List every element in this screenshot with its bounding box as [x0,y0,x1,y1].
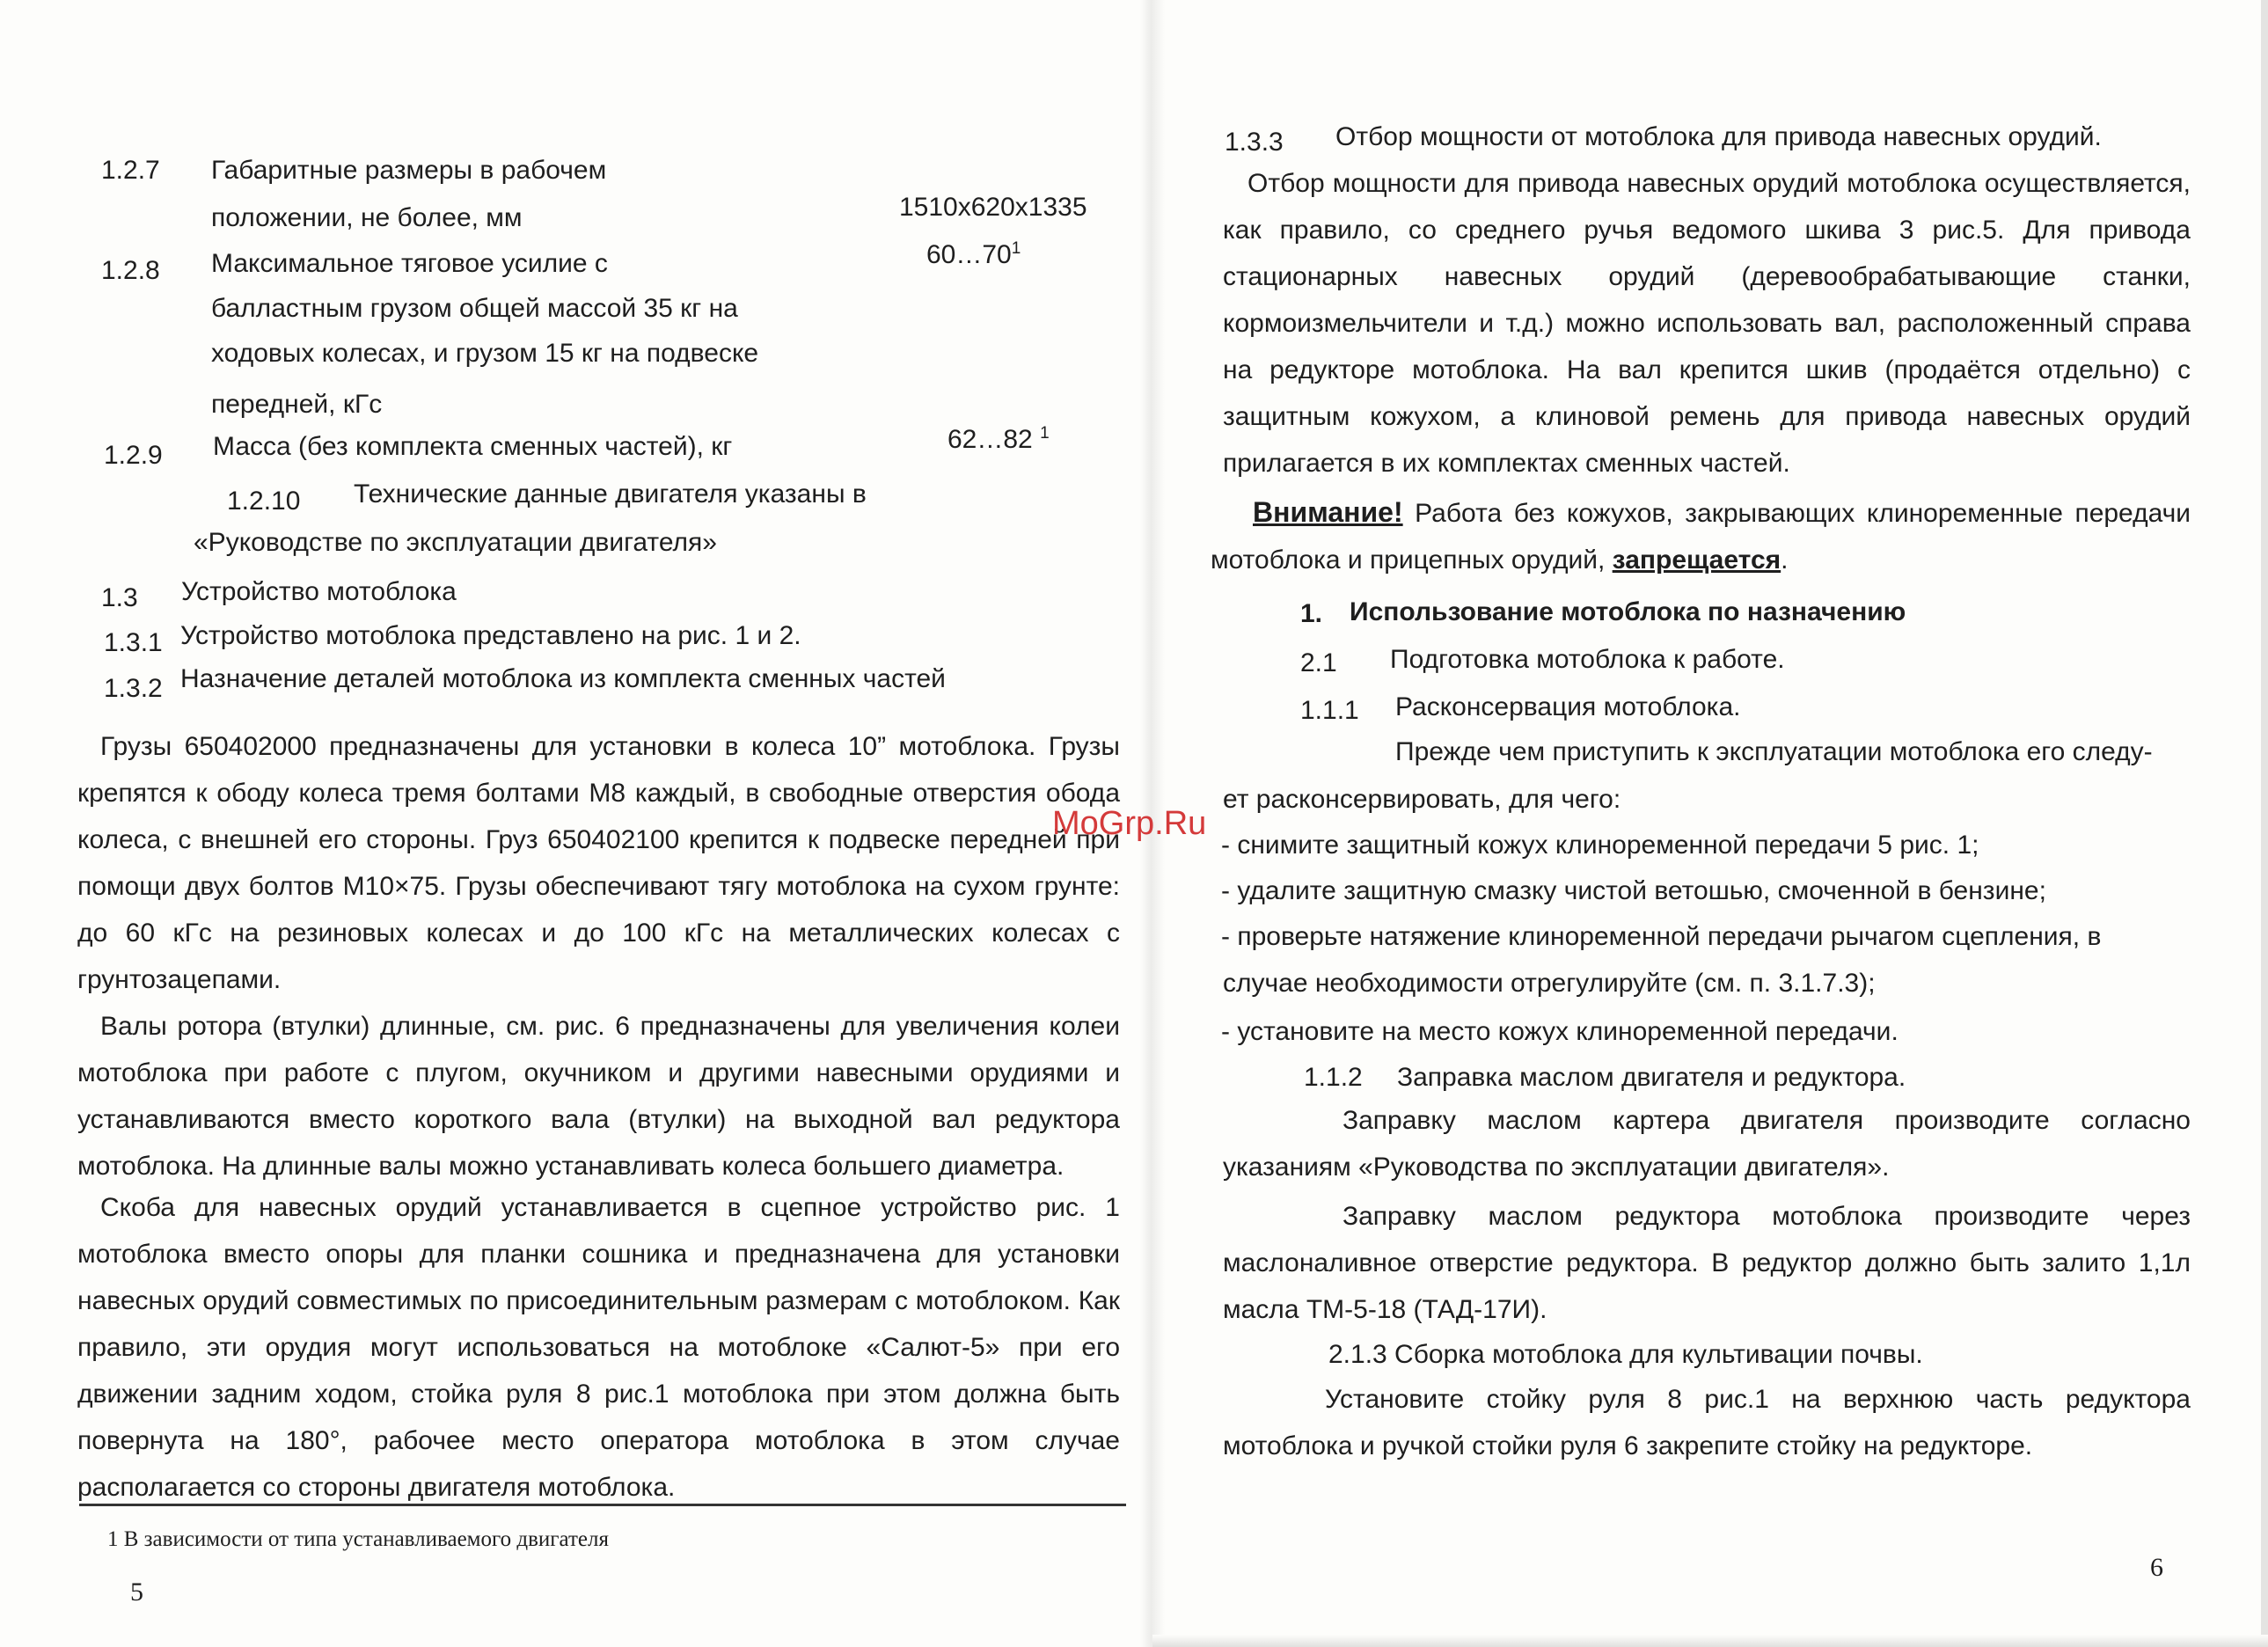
paragraph: Заправку маслом редуктора мотоблока производите через маслоналивное отверстие редуктора. В редуктор должно быть залито 1,1л масла ТМ-5-18 (ТАД-17И). [1223,1202,2191,1324]
item-number: 1.1.1 [1300,696,1359,725]
item-text: Расконсервация мотоблока. [1395,692,1741,721]
list-item: - снимите защитный кожух клиноременной передачи 5 рис. 1; [1221,831,1979,860]
warning-end: . [1781,545,1789,575]
spec-label: Масса (без комплекта сменных частей), кг [213,432,733,461]
item-text: «Руководстве по эксплуатации двигателя» [194,528,717,557]
section-number: 1.3 [101,583,138,612]
paragraph: Заправку маслом картера двигателя производите согласно указаниям «Руководства по эксплуатации двигателя». [1223,1106,2191,1182]
warning-block [1211,489,2191,583]
item-number: 1.3.2 [104,674,163,703]
spec-number: 1.2.8 [101,256,160,285]
body-text [1223,1097,2191,1190]
body-text [1223,1193,2191,1333]
body-text [1223,160,2191,487]
spec-value: 1510x620x1335 [899,193,1087,222]
item-number: 1.1.2 [1304,1063,1363,1092]
item-number: 1.2.10 [227,487,301,516]
spec-number: 1.2.7 [101,156,160,185]
item-text: Отбор мощности от мотоблока для привода навесных орудий. [1335,122,2102,151]
list-item: - удалите защитную смазку чистой ветошью, смоченной в бензине; [1221,876,2046,905]
item-text: Назначение деталей мотоблока из комплекта сменных частей [180,664,946,693]
body-text [77,723,1120,1003]
footnote-divider [79,1504,1126,1506]
section-title: Использование мотоблока по назначению [1350,597,1906,626]
spec-label: Габаритные размеры в рабочем [211,156,607,185]
item-text: Технические данные двигателя указаны в [354,479,867,509]
body-text [1223,1376,2191,1469]
list-item: - проверьте натяжение клиноременной передачи рычагом сцепления, в [1221,922,2102,951]
item-text: Подготовка мотоблока к работе. [1390,645,1785,674]
body-text [77,1184,1120,1511]
paragraph: Скоба для навесных орудий устанавливается в сцепное устройство рис. 1 мотоблока вместо опоры для планки сошника и предназначена для установки навесных орудий совместимых по присоединительным размерам с мотоблоком. Как правило, эти орудия могут использоваться на мотоблоке «Салют-5» при его движении задним ходом, стойка руля 8 рис.1 мотоблока при этом должна быть повернута на 180°, рабочее место оператора мотоблока в этом случае располагается со стороны двигателя мотоблока. [77,1193,1120,1502]
paragraph: Грузы 650402000 предназначены для установки в колеса 10” мотоблока. Грузы крепятся к ободу колеса тремя болтами М8 каждый, в свободные отверстия обода колеса, с внешней его стороны. Груз 650402100 крепится к подвеске передней при помощи двух болтов М10×75. Грузы обеспечивают тягу мотоблока на сухом грунте: до 60 кГс на резиновых колесах и до 100 кГс на металлических колесах с грунтозацепами. [77,732,1120,994]
spec-number: 1.2.9 [104,441,163,470]
warning-emphasis: запрещается [1612,545,1781,575]
body-text [77,1003,1120,1190]
section-title: Устройство мотоблока [181,577,457,606]
list-item: - установите на место кожух клиноременной передачи. [1221,1017,1899,1046]
list-item: случае необходимости отрегулируйте (см. п. 3.1.7.3); [1223,969,1876,998]
footnote-ref: 1 [1040,424,1050,443]
section-number: 1. [1300,599,1323,628]
spec-value: 62…82 $^1$ [947,424,1050,454]
spec-label: ходовых колесах, и грузом 15 кг на подвеске [211,339,759,368]
item-number: 1.3.1 [104,628,163,657]
spec-label: положении, не более, мм [211,203,523,232]
paragraph-line: Прежде чем приступить к эксплуатации мотоблока его следу- [1395,737,2153,766]
warning-label: Внимание! [1253,496,1403,528]
paragraph: Установите стойку руля 8 рис.1 на верхнюю часть редуктора мотоблока и ручкой стойки руля 6 закрепите стойку на редукторе. [1223,1385,2191,1460]
footnote: 1 В зависимости от типа устанавливаемого двигателя [107,1527,609,1551]
spec-label: передней, кГс [211,390,383,419]
item-text: 2.1.3 Сборка мотоблока для культивации почвы. [1328,1340,1923,1369]
spec-label: балластным грузом общей массой 35 кг на [211,294,738,323]
item-number: 2.1 [1300,648,1337,677]
item-number: 1.3.3 [1225,128,1284,157]
paper-edge [2261,0,2268,1647]
warning-text: Работа без кожухов, закрывающих клиноременные передачи мотоблока и прицепных орудий, [1211,499,2191,575]
page-number: 5 [130,1577,143,1607]
item-text: Заправка маслом двигателя и редуктора. [1397,1063,1906,1092]
watermark: MoGrp.Ru [1052,805,1207,842]
paragraph: Отбор мощности для привода навесных орудий мотоблока осуществляется, как правило, со среднего ручья ведомого шкива 3 рис.5. Для привода стационарных навесных орудий (деревообрабатывающие станки, кормоизмельчители и т.д.) можно использовать вал, расположенный справа на редукторе мотоблока. На вал крепится шкив (продаётся отдельно) с защитным кожухом, а клиновой ремень для привода навесных орудий прилагается в их комплектах сменных частей. [1223,169,2191,478]
right-page [1152,0,2243,1647]
page-number: 6 [2150,1553,2163,1582]
spec-label: Максимальное тяговое усилие с [211,249,608,278]
footnote-ref: 1 [1011,239,1021,258]
item-text: Устройство мотоблока представлено на рис. 1 и 2. [180,621,801,650]
spec-value: $60\dots 70^1$ [926,239,1021,269]
paragraph: Валы ротора (втулки) длинные, см. рис. 6 предназначены для увеличения колеи мотоблока при работе с плугом, окучником и другими навесными орудиями и устанавливаются вместо короткого вала (втулки) на выходной вал редуктора мотоблока. На длинные валы можно устанавливать колеса большего диаметра. [77,1012,1120,1181]
paragraph-line: ет расконсервировать, для чего: [1223,785,1621,814]
